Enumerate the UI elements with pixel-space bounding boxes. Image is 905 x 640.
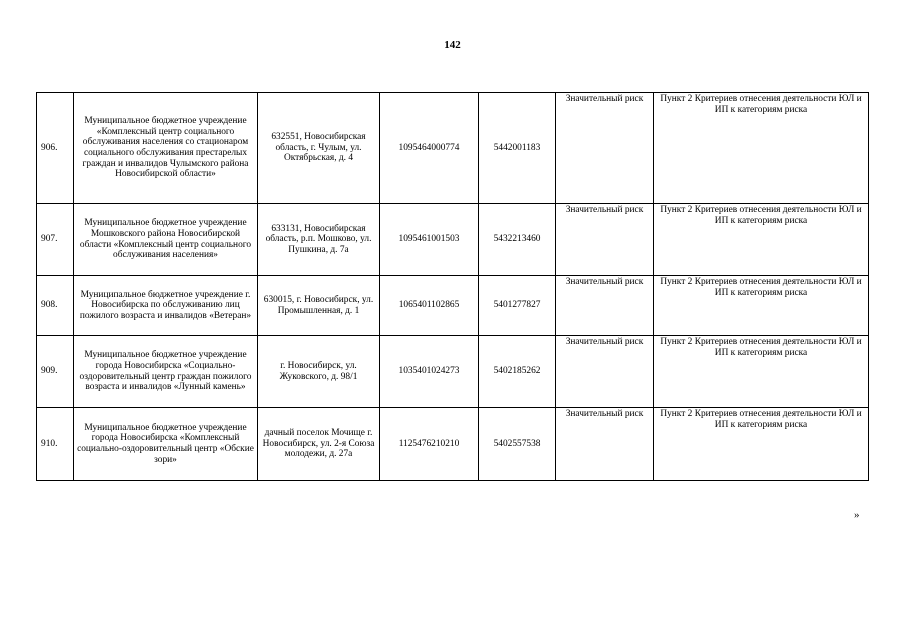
risk-criteria: Пункт 2 Критериев отнесения деятельности ЮЛ и ИП к категориям риска xyxy=(654,93,869,204)
inn-code: 5432213460 xyxy=(479,204,556,276)
organization-name: Муниципальное бюджетное учреждение г. Новосибирска по обслуживанию лиц пожилого возраста и инвалидов «Ветеран» xyxy=(74,276,258,336)
organization-address: дачный поселок Мочище г. Новосибирск, ул. 2-я Союза молодежи, д. 27а xyxy=(258,408,380,481)
risk-criteria: Пункт 2 Критериев отнесения деятельности ЮЛ и ИП к категориям риска xyxy=(654,204,869,276)
ogrn-code: 1035401024273 xyxy=(380,336,479,408)
row-number: 909. xyxy=(37,336,74,408)
risk-category: Значительный риск xyxy=(556,276,654,336)
risk-category: Значительный риск xyxy=(556,336,654,408)
table-row xyxy=(37,336,869,408)
ogrn-code: 1125476210210 xyxy=(380,408,479,481)
table-row xyxy=(37,276,869,336)
risk-category: Значительный риск xyxy=(556,93,654,204)
ogrn-code: 1095461001503 xyxy=(380,204,479,276)
table-row xyxy=(37,204,869,276)
risk-category: Значительный риск xyxy=(556,204,654,276)
page-number: 142 xyxy=(444,39,461,51)
risk-registry-table xyxy=(36,92,869,481)
row-number: 906. xyxy=(37,93,74,204)
table-row xyxy=(37,408,869,481)
risk-criteria: Пункт 2 Критериев отнесения деятельности ЮЛ и ИП к категориям риска xyxy=(654,408,869,481)
row-number: 907. xyxy=(37,204,74,276)
organization-name: Муниципальное бюджетное учреждение «Комплексный центр социального обслуживания населения со стационаром социального обслуживания престарелых граждан и инвалидов Чулымского района Новосибирской области» xyxy=(74,93,258,204)
inn-code: 5402557538 xyxy=(479,408,556,481)
organization-name: Муниципальное бюджетное учреждение города Новосибирска «Социально-оздоровительный центр граждан пожилого возраста и инвалидов «Лунный камень» xyxy=(74,336,258,408)
organization-name: Муниципальное бюджетное учреждение города Новосибирска «Комплексный социально-оздоровительный центр «Обские зори» xyxy=(74,408,258,481)
ogrn-code: 1095464000774 xyxy=(380,93,479,204)
organization-address: г. Новосибирск, ул. Жуковского, д. 98/1 xyxy=(258,336,380,408)
ogrn-code: 1065401102865 xyxy=(380,276,479,336)
closing-quote: » xyxy=(854,509,860,521)
inn-code: 5442001183 xyxy=(479,93,556,204)
row-number: 910. xyxy=(37,408,74,481)
organization-address: 630015, г. Новосибирск, ул. Промышленная, д. 1 xyxy=(258,276,380,336)
organization-address: 632551, Новосибирская область, г. Чулым, ул. Октябрьская, д. 4 xyxy=(258,93,380,204)
risk-criteria: Пункт 2 Критериев отнесения деятельности ЮЛ и ИП к категориям риска xyxy=(654,336,869,408)
organization-address: 633131, Новосибирская область, р.п. Мошково, ул. Пушкина, д. 7а xyxy=(258,204,380,276)
table-row xyxy=(37,93,869,204)
organization-name: Муниципальное бюджетное учреждение Мошковского района Новосибирской области «Комплексный центр социального обслуживания населения» xyxy=(74,204,258,276)
row-number: 908. xyxy=(37,276,74,336)
risk-category: Значительный риск xyxy=(556,408,654,481)
inn-code: 5402185262 xyxy=(479,336,556,408)
inn-code: 5401277827 xyxy=(479,276,556,336)
risk-criteria: Пункт 2 Критериев отнесения деятельности ЮЛ и ИП к категориям риска xyxy=(654,276,869,336)
